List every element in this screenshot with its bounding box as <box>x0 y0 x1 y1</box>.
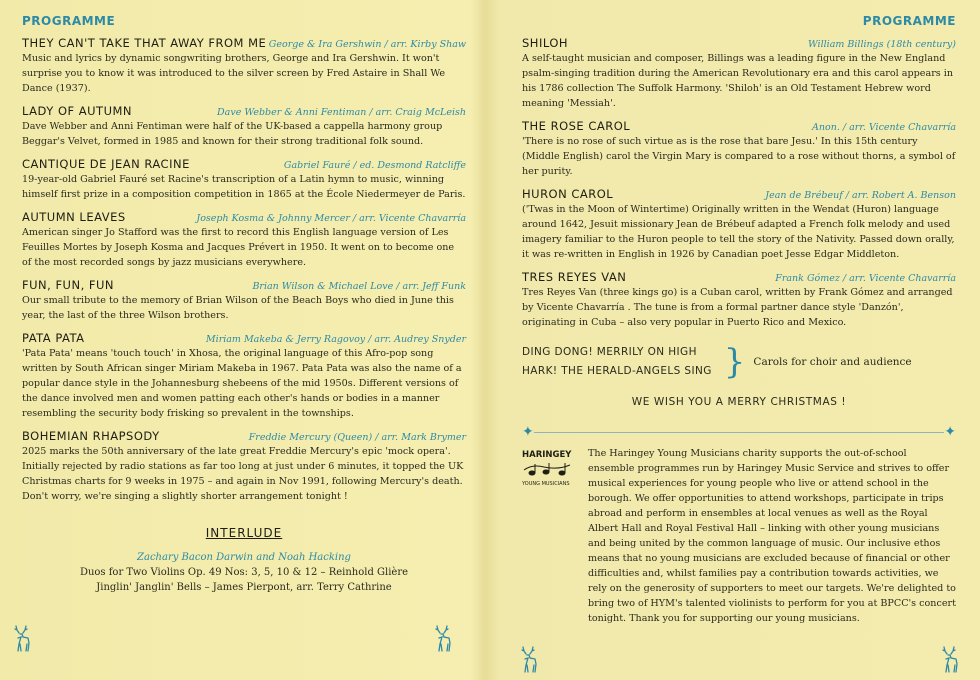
carols-note: Carols for choir and audience <box>753 356 912 368</box>
song-title: CANTIQUE DE JEAN RACINE <box>22 157 190 171</box>
brace-icon: } <box>723 342 746 382</box>
song-description: Tres Reyes Van (three kings go) is a Cuban carol, written by Frank Gómez and arranged by Vicente Chavarría . The tune is from a formal partner dance style 'Danzón', originating in Cuba – also very popular in Puerto Rico and Mexico. <box>522 287 953 328</box>
programme-item <box>22 210 466 270</box>
song-title: TRES REYES VAN <box>522 270 627 284</box>
song-description: American singer Jo Stafford was the first to record this English language version of Les Feuilles Mortes by Joseph Kosma and Jacques Prévert in 1950. It went on to become one of the most recorded songs by jazz musicians everywhere. <box>22 227 455 268</box>
logo-subtitle: YOUNG MUSICIANS <box>522 481 570 487</box>
song-title: THE ROSE CAROL <box>522 119 631 133</box>
programme-item <box>22 429 466 504</box>
song-credit: Gabriel Fauré / ed. Desmond Ratcliffe <box>283 160 466 171</box>
song-description: ('Twas in the Moon of Wintertime) Originally written in the Wendat (Huron) language around 1642, Jesuit missionary Jean de Brébeuf adapted a French folk melody and used imagery familiar to the Huron people to tell the story of the Nativity. Passed down orally, it was re-written in English in 1926 by Canadian poet Jesse Edgar Middleton. <box>522 204 955 260</box>
song-credit: William Billings (18th century) <box>807 39 956 50</box>
carol-title: DING DONG! MERRILY ON HIGH <box>522 346 697 358</box>
programme-item <box>22 278 466 323</box>
song-title: PATA PATA <box>22 331 85 345</box>
right-page <box>500 0 980 680</box>
interlude-piece: Jinglin' Janglin' Bells – James Pierpont, arr. Terry Cathrine <box>96 582 392 593</box>
audience-carols <box>522 342 956 382</box>
music-notes-icon <box>522 460 582 476</box>
song-credit: Anon. / arr. Vicente Chavarría <box>812 122 956 133</box>
song-title: HURON CAROL <box>522 187 614 201</box>
divider <box>522 426 956 438</box>
programme-item <box>22 104 466 149</box>
reindeer-icon <box>517 645 539 675</box>
song-description: 'Pata Pata' means 'touch touch' in Xhosa, the original language of this Afro-pop song written by South African singer Miriam Makeba in 1967. Pata Pata was also the name of a popular dance style in the Johannesburg shebeens of the mid 1950s. Different versions of the dance involved men and women patting each other's hands or bodies in a manner resembling the security body frisking so prevalent in the townships. <box>22 348 462 419</box>
christmas-wish: WE WISH YOU A MERRY CHRISTMAS ! <box>631 396 847 408</box>
star-icon: ✦ <box>522 424 534 440</box>
page-header: PROGRAMME <box>862 14 956 28</box>
programme-item <box>522 119 956 179</box>
song-description: 19-year-old Gabriel Fauré set Racine's transcription of a Latin hymn to music, winning himself first prize in a composition competition in 1865 at the École Niedermeyer de Paris. <box>22 174 466 200</box>
song-description: A self-taught musician and composer, Billings was a leading figure in the New England psalm-singing tradition during the American Revolutionary era and this carol appears in his 1786 collection The Suffolk Harmony. 'Shiloh' is an Old Testament Hebrew word meaning 'Messiah'. <box>522 53 953 109</box>
reindeer-icon <box>431 624 453 654</box>
song-title: BOHEMIAN RHAPSODY <box>22 429 160 443</box>
carol-title: HARK! THE HERALD-ANGELS SING <box>522 365 712 377</box>
song-title: SHILOH <box>522 36 569 50</box>
song-credit: Joseph Kosma & Johnny Mercer / arr. Vicente Chavarría <box>196 213 466 224</box>
hym-description: The Haringey Young Musicians charity supports the out-of-school ensemble programmes run by Haringey Music Service and strives to offer musical experiences for young people who live or attend school in the borough. We offer opportunities to attend workshops, participate in trips abroad and perform in ensembles at local venues as well as the Royal Albert Hall and Royal Festival Hall – linking with other young musicians and being united by the common language of music. Our inclusive ethos means that no young musicians are excluded because of financial or other difficulties and, whilst families pay a contribution towards activities, we rely on the generosity of supporters to meet our targets. We're delighted to bring two of HYM's talented violinists to perform for you at BPCC's concert tonight. Thank you for supporting our young musicians. <box>588 448 956 624</box>
interlude-heading: INTERLUDE <box>205 526 283 540</box>
song-description: 2025 marks the 50th anniversary of the late great Freddie Mercury's epic 'mock opera'. Initially rejected by radio stations as far too long at just under 6 minutes, it topped the UK Christmas charts for 9 weeks in 1975 – and again in Nov 1991, following Mercury's death. Don't worry, we're singing a slightly shorter arrangement tonight ! <box>22 446 464 502</box>
programme-item <box>22 157 466 202</box>
page-header: PROGRAMME <box>22 14 116 28</box>
song-credit: Brian Wilson & Michael Love / arr. Jeff Funk <box>252 281 466 292</box>
song-title: AUTUMN LEAVES <box>22 210 126 224</box>
interlude-section <box>22 526 466 593</box>
song-credit: Frank Gómez / arr. Vicente Chavarría <box>775 273 956 284</box>
song-title: FUN, FUN, FUN <box>22 278 115 292</box>
interlude-performers: Zachary Bacon Darwin and Noah Hacking <box>137 552 351 563</box>
song-description: 'There is no rose of such virtue as is the rose that bare Jesu.' In this 15th century (Middle English) carol the Virgin Mary is compared to a rose without thorns, a symbol of her purity. <box>522 136 956 177</box>
interlude-piece: Duos for Two Violins Op. 49 Nos: 3, 5, 10 & 12 – Reinhold Glière <box>79 567 409 578</box>
programme-item <box>22 36 466 96</box>
reindeer-icon <box>10 624 32 654</box>
hym-section <box>522 446 956 626</box>
song-credit: Dave Webber & Anni Fentiman / arr. Craig McLeish <box>217 107 466 118</box>
programme-item <box>522 187 956 262</box>
hym-logo <box>522 446 588 626</box>
song-credit: George & Ira Gershwin / arr. Kirby Shaw <box>268 39 466 50</box>
song-credit: Jean de Brébeuf / arr. Robert A. Benson <box>765 190 956 201</box>
programme-item <box>22 331 466 421</box>
song-description: Music and lyrics by dynamic songwriting brothers, George and Ira Gershwin. It won't surprise you to know it was introduced to the silver screen by Fred Astaire in Shall We Dance (1937). <box>22 53 446 94</box>
reindeer-icon <box>938 645 960 675</box>
song-title: THEY CAN'T TAKE THAT AWAY FROM ME <box>22 36 267 50</box>
song-credit: Freddie Mercury (Queen) / arr. Mark Brymer <box>248 432 466 443</box>
song-description: Dave Webber and Anni Fentiman were half of the UK-based a cappella harmony group Beggar's Velvet, formed in 1985 and known for their strong traditional folk sound. <box>22 121 443 147</box>
song-description: Our small tribute to the memory of Brian Wilson of the Beach Boys who died in June this year, the last of the three Wilson brothers. <box>22 295 454 321</box>
programme-item <box>522 270 956 330</box>
star-icon: ✦ <box>944 424 956 440</box>
song-credit: Miriam Makeba & Jerry Ragovoy / arr. Audrey Snyder <box>205 334 466 345</box>
song-title: LADY OF AUTUMN <box>22 104 133 118</box>
programme-item <box>522 36 956 111</box>
logo-title: HARINGEY <box>522 450 572 460</box>
